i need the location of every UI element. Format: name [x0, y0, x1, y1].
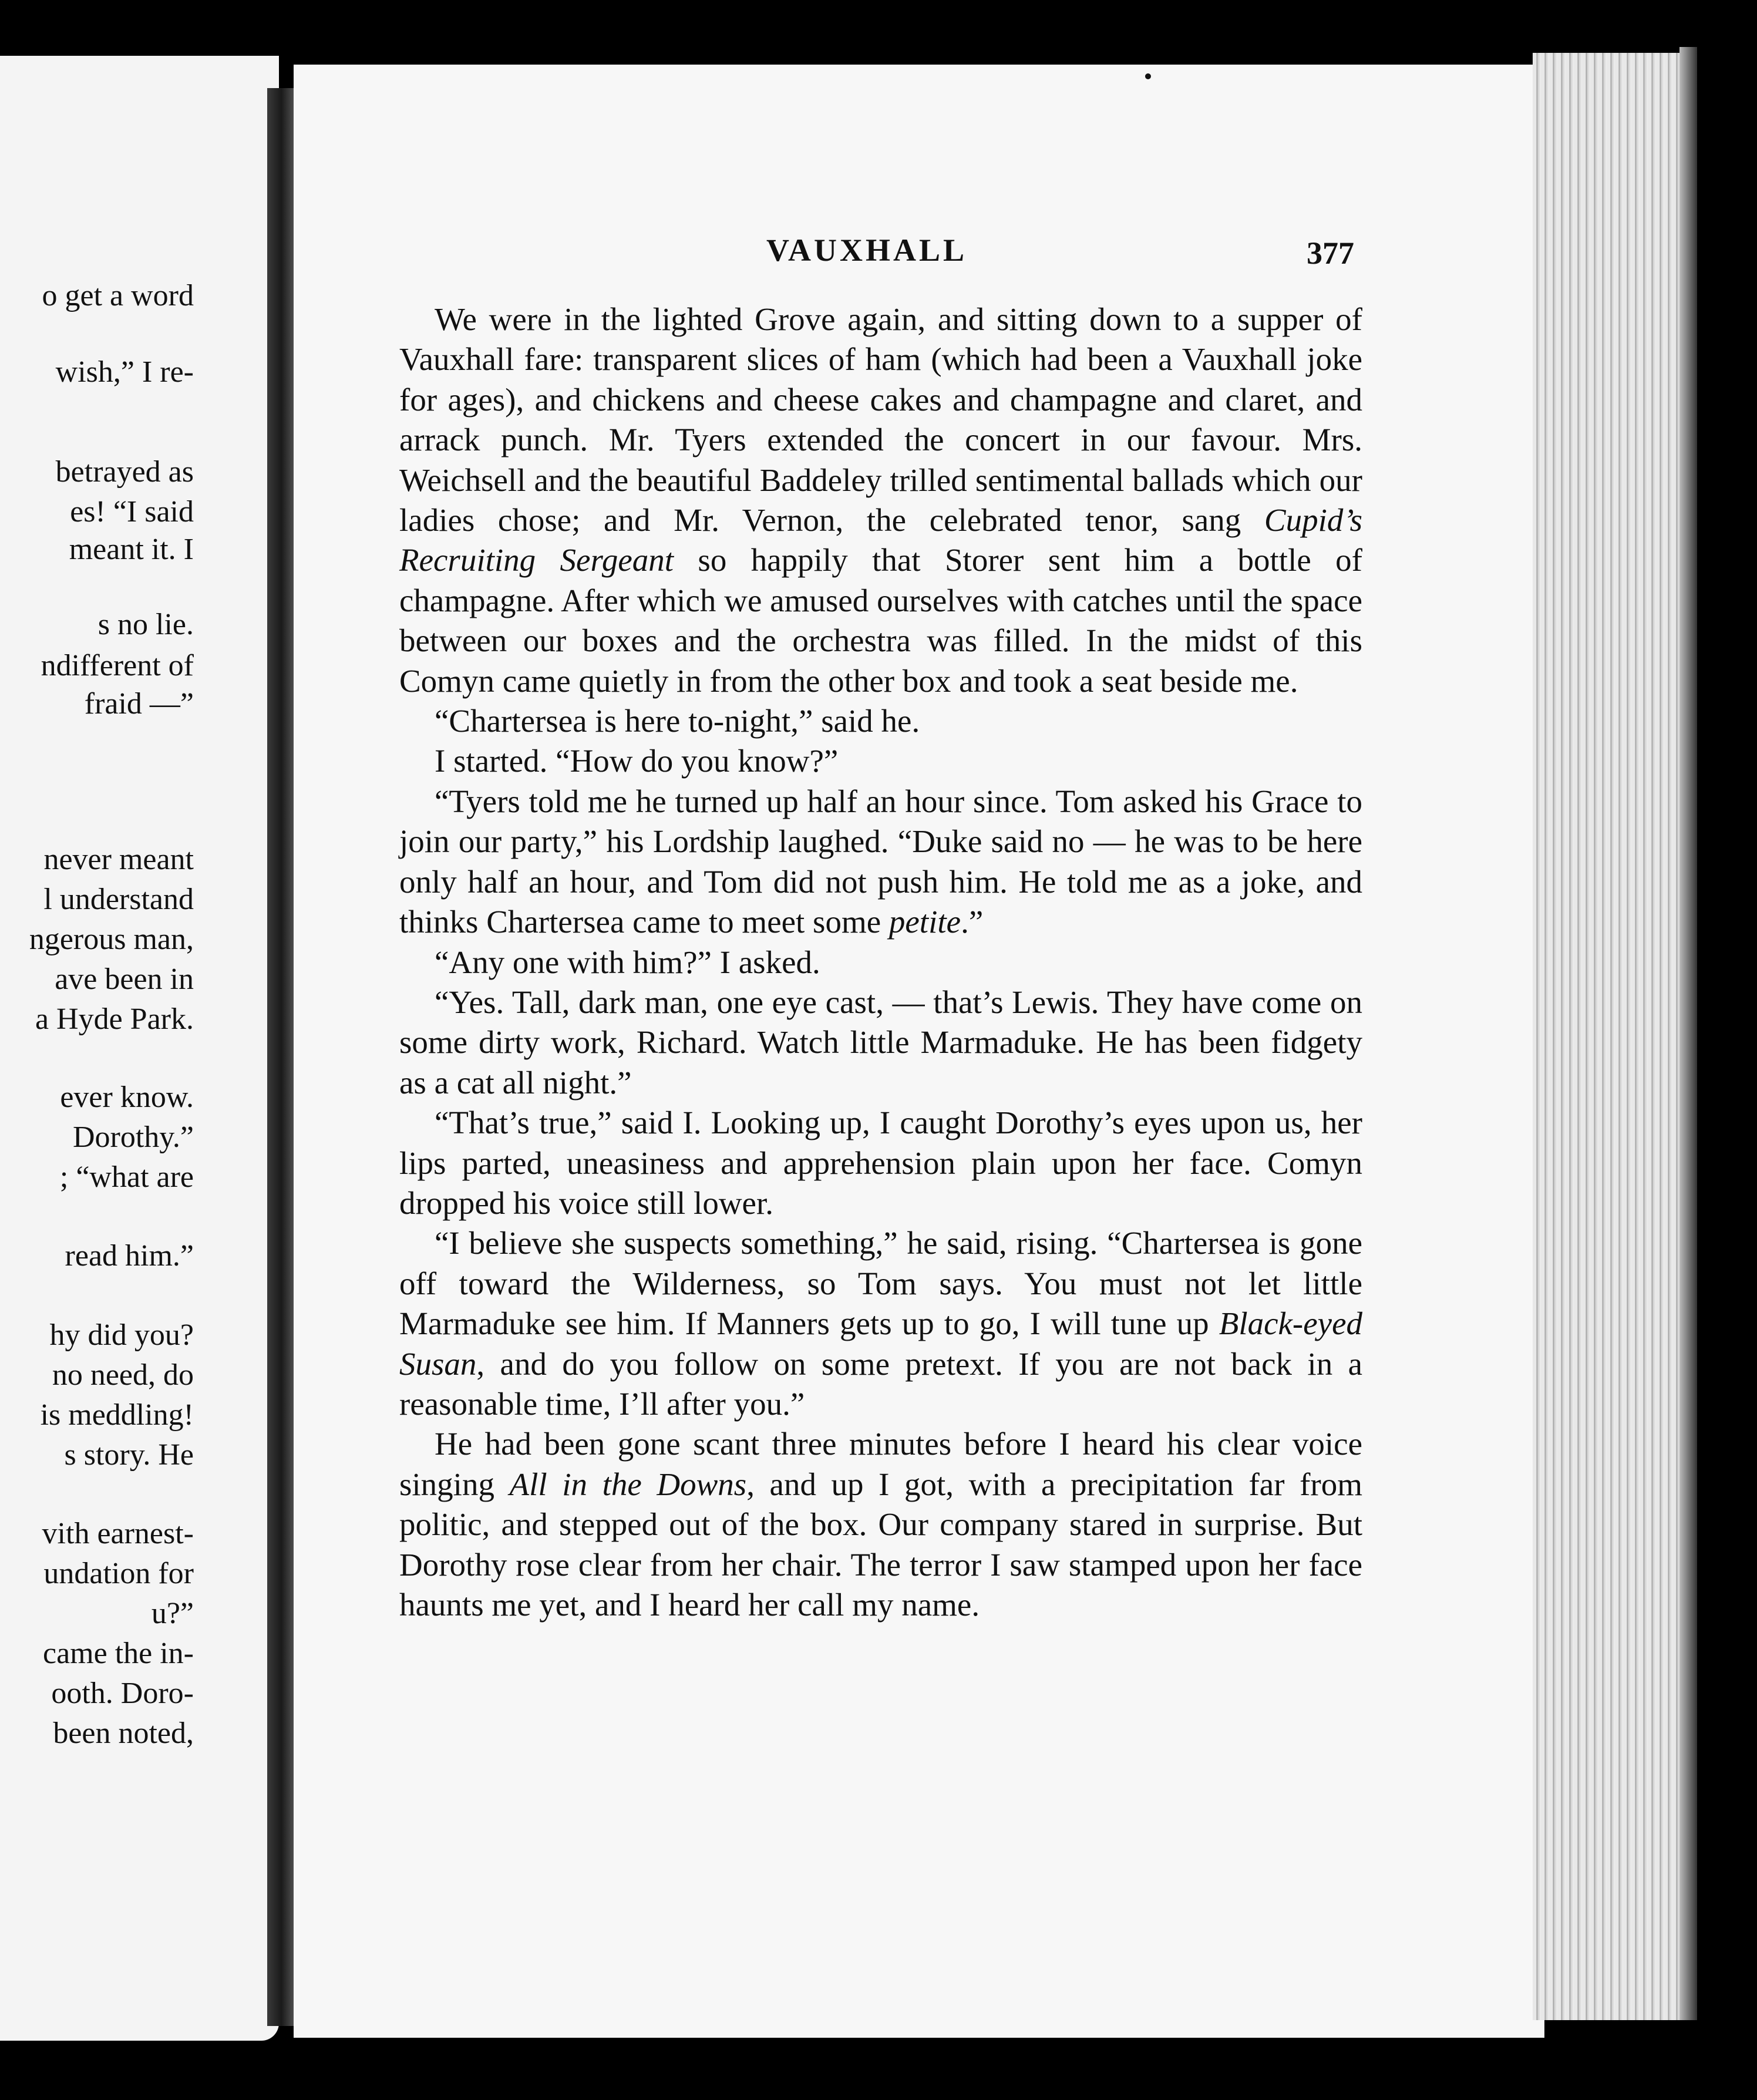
left-page-line: es! “I said [70, 495, 194, 529]
left-page-line: Dorothy.” [72, 1120, 194, 1154]
left-page-line: vith earnest- [42, 1517, 194, 1550]
text-run: “Any one with him?” I asked. [435, 944, 820, 980]
left-page-line: no need, do [52, 1358, 194, 1392]
left-page-line: hy did you? [49, 1318, 194, 1352]
left-page-line: ever know. [60, 1081, 194, 1114]
body-paragraph [399, 982, 1362, 1103]
text-run: , and up I got, with a precipitation far from politic, and stepped out of the box. Our company stared in surprise. But Dorothy rose clear from her chair. The terror I saw stamped upon her face haunts me yet, and I heard her call my name. [399, 1466, 1362, 1623]
text-run: “That’s true,” said I. Looking up, I caught Dorothy’s eyes upon us, her lips parted, uneasiness and apprehension plain upon her face. Comyn dropped his voice still lower. [399, 1105, 1362, 1221]
left-page-line: is meddling! [40, 1398, 194, 1432]
left-page-line: s story. He [64, 1438, 194, 1472]
body-paragraph [399, 943, 1362, 982]
left-page-line: u?” [151, 1597, 194, 1630]
italic-title: Cupid’s Recruiting Sergeant [399, 502, 1362, 578]
left-page-line: ; “what are [59, 1160, 194, 1194]
body-paragraph [399, 782, 1362, 943]
left-page-line: ave been in [55, 962, 194, 996]
left-page-line: ndifferent of [41, 649, 194, 682]
left-page-line: read him.” [65, 1239, 194, 1273]
text-run: “Yes. Tall, dark man, one eye cast, — that’s Lewis. They have come on some dirty work, Richard. Watch little Marmaduke. He has been fidgety as a cat all night.” [399, 984, 1362, 1101]
body-paragraph [399, 299, 1362, 701]
text-run: , and do you follow on some pretext. If you are not back in a reasonable time, I’ll after you.” [399, 1345, 1362, 1422]
left-page-line: o get a word [42, 279, 194, 312]
page-number: 377 [1307, 235, 1354, 271]
left-page-line: never meant [43, 843, 194, 876]
text-run: “Tyers told me he turned up half an hour since. Tom asked his Grace to join our party,” his Lordship laughed. “Duke said no — he was to be here only half an hour, and Tom did not push him. He told me as a joke, and thinks Chartersea came to meet some [399, 783, 1362, 940]
left-page-line: a Hyde Park. [35, 1002, 194, 1036]
body-paragraph [399, 1103, 1362, 1223]
left-page-line: undation for [43, 1557, 194, 1590]
left-page-line: l understand [43, 883, 194, 916]
italic-title: petite [888, 904, 961, 940]
italic-title: Black-eyed Susan [399, 1305, 1362, 1382]
left-page-line: came the in- [43, 1637, 194, 1670]
body-paragraph [399, 1223, 1362, 1424]
book-cover-edge [1679, 47, 1697, 2020]
text-run: He had been gone scant three minutes before I heard his clear voice singing [399, 1426, 1362, 1502]
left-page-line: wish,” I re- [55, 355, 194, 389]
left-page-line: betrayed as [55, 455, 194, 489]
left-page-line: been noted, [53, 1717, 194, 1750]
body-paragraph [399, 741, 1362, 781]
ink-speck [1145, 73, 1151, 79]
text-run: “Chartersea is here to-night,” said he. [435, 703, 920, 739]
body-paragraph [399, 701, 1362, 741]
left-page-line: ngerous man, [29, 923, 194, 956]
text-run: We were in the lighted Grove again, and sitting down to a supper of Vauxhall fare: transparent slices of ham (which had been a Vauxhall joke for ages), and chickens and cheese cakes and champagne and claret, and arrack punch. Mr. Tyers extended the concert in our favour. Mrs. Weichsell and the beautiful Baddeley trilled sentimental ballads which our ladies chose; and Mr. Vernon, the celebrated tenor, sang [399, 301, 1362, 539]
text-run: .” [961, 904, 984, 940]
page-body-text [399, 299, 1362, 1625]
body-paragraph [399, 1424, 1362, 1625]
text-run: “I believe she suspects something,” he said, rising. “Chartersea is gone off toward the Wilderness, so Tom says. You must not let little Marmaduke see him. If Manners gets up to go, I will tune up [399, 1225, 1362, 1342]
text-run: so happily that Storer sent him a bottle of champagne. After which we amused ourselves with catches until the space between our boxes and the orchestra was filled. In the midst of this Comyn came quietly in from the other box and took a seat beside me. [399, 542, 1362, 699]
left-page-line: meant it. I [69, 533, 194, 566]
left-page-line: ooth. Doro- [51, 1677, 194, 1710]
text-run: I started. “How do you know?” [435, 743, 839, 779]
italic-title: All in the Downs [509, 1466, 747, 1502]
left-page-line: s no lie. [97, 608, 194, 641]
running-head: VAUXHALL [766, 233, 968, 268]
page-edges [1533, 53, 1679, 2020]
left-page-line: fraid —” [84, 687, 194, 721]
